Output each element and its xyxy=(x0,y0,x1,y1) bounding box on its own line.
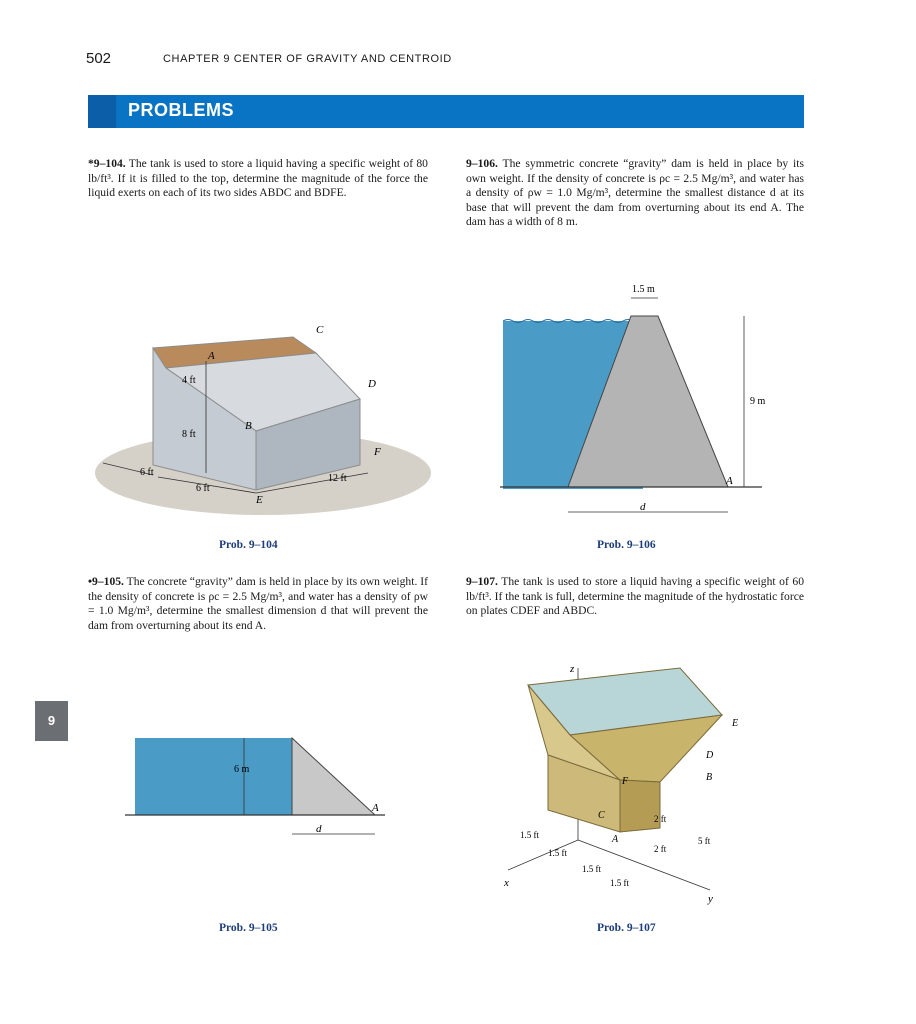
problem-text: The concrete “gravity” dam is held in place by its own weight. If the density of concrete is ρc = 2.5 Mg/m³, and water has a density of ρw = 1.0 Mg/m³, determine the smallest dimension d that will prevent the dam from overturning about its end A. xyxy=(88,575,428,632)
label-B: B xyxy=(245,420,252,432)
label-A: A xyxy=(372,802,379,814)
dim-12ft: 12 ft xyxy=(328,473,347,484)
section-title: PROBLEMS xyxy=(128,100,235,120)
label-x: x xyxy=(504,877,509,889)
label-A: A xyxy=(726,475,733,487)
problem-9-106 xyxy=(466,157,804,230)
label-d: d xyxy=(316,823,322,835)
label-C: C xyxy=(316,324,324,336)
dim-1-5ft-a: 1.5 ft xyxy=(520,830,539,840)
chapter-tab: 9 xyxy=(35,701,68,741)
dim-1-5ft-d: 1.5 ft xyxy=(610,878,629,888)
problem-text: The tank is used to store a liquid having a specific weight of 60 lb/ft³. If the tank is full, determine the magnitude of the hydrostatic force on plates CDEF and ABDC. xyxy=(466,575,804,617)
banner-block xyxy=(88,95,116,128)
label-E: E xyxy=(732,718,739,729)
caption-9-106: Prob. 9–106 xyxy=(597,539,656,551)
dim-6ft-b: 6 ft xyxy=(196,483,210,494)
x-axis xyxy=(508,840,578,870)
problem-number: 9–107. xyxy=(466,575,498,588)
figure-tank-9-104 xyxy=(88,315,438,525)
water xyxy=(135,738,292,815)
dim-4ft: 4 ft xyxy=(182,375,196,386)
label-F: F xyxy=(622,776,629,787)
dim-1-5ft-c: 1.5 ft xyxy=(582,864,601,874)
concrete-dam xyxy=(292,738,375,815)
label-C: C xyxy=(598,810,605,821)
dim-2ft-a: 2 ft xyxy=(654,814,667,824)
label-D: D xyxy=(706,750,714,761)
problem-9-105 xyxy=(88,575,428,633)
label-F: F xyxy=(374,446,381,458)
problem-text: The tank is used to store a liquid having a specific weight of 80 lb/ft³. If it is filled to the top, determine the magnitude of the force the liquid exerts on each of its two sides ABDC and BDFE. xyxy=(88,157,428,199)
problem-number: •9–105. xyxy=(88,575,124,588)
label-A: A xyxy=(208,350,215,362)
dim-8ft: 8 ft xyxy=(182,429,196,440)
dim-9m: 9 m xyxy=(750,396,766,407)
caption-9-104: Prob. 9–104 xyxy=(219,539,278,551)
problem-number: 9–106. xyxy=(466,157,498,170)
label-z: z xyxy=(570,663,575,675)
caption-9-107: Prob. 9–107 xyxy=(597,922,656,934)
dim-1-5ft-b: 1.5 ft xyxy=(548,848,567,858)
label-y: y xyxy=(708,893,713,905)
problem-9-107 xyxy=(466,575,804,619)
label-A: A xyxy=(612,834,619,845)
problem-number: *9–104. xyxy=(88,157,126,170)
dim-2ft-b: 2 ft xyxy=(654,844,667,854)
problem-text: The symmetric concrete “gravity” dam is held in place by its own weight. If the density of concrete is ρc = 2.5 Mg/m³, and water has a density of ρw = 1.0 Mg/m³, determine the smallest distance d at its base that will prevent the dam from overturning about its end A. The dam has a width of 8 m. xyxy=(466,157,804,228)
figure-tank-9-107 xyxy=(500,660,780,905)
dim-6ft-a: 6 ft xyxy=(140,467,154,478)
dim-5ft: 5 ft xyxy=(698,836,711,846)
label-B: B xyxy=(706,772,713,783)
box-side xyxy=(620,780,660,832)
figure-dam-9-106 xyxy=(500,278,780,523)
problem-9-104 xyxy=(88,157,428,201)
figure-dam-9-105 xyxy=(120,730,390,840)
label-d: d xyxy=(640,501,646,513)
caption-9-105: Prob. 9–105 xyxy=(219,922,278,934)
label-E: E xyxy=(256,494,263,506)
dim-1-5m: 1.5 m xyxy=(632,284,655,295)
running-head: CHAPTER 9 CENTER OF GRAVITY AND CENTROID xyxy=(163,53,452,65)
dim-6m: 6 m xyxy=(234,764,250,775)
label-D: D xyxy=(368,378,376,390)
page-number: 502 xyxy=(86,50,112,67)
